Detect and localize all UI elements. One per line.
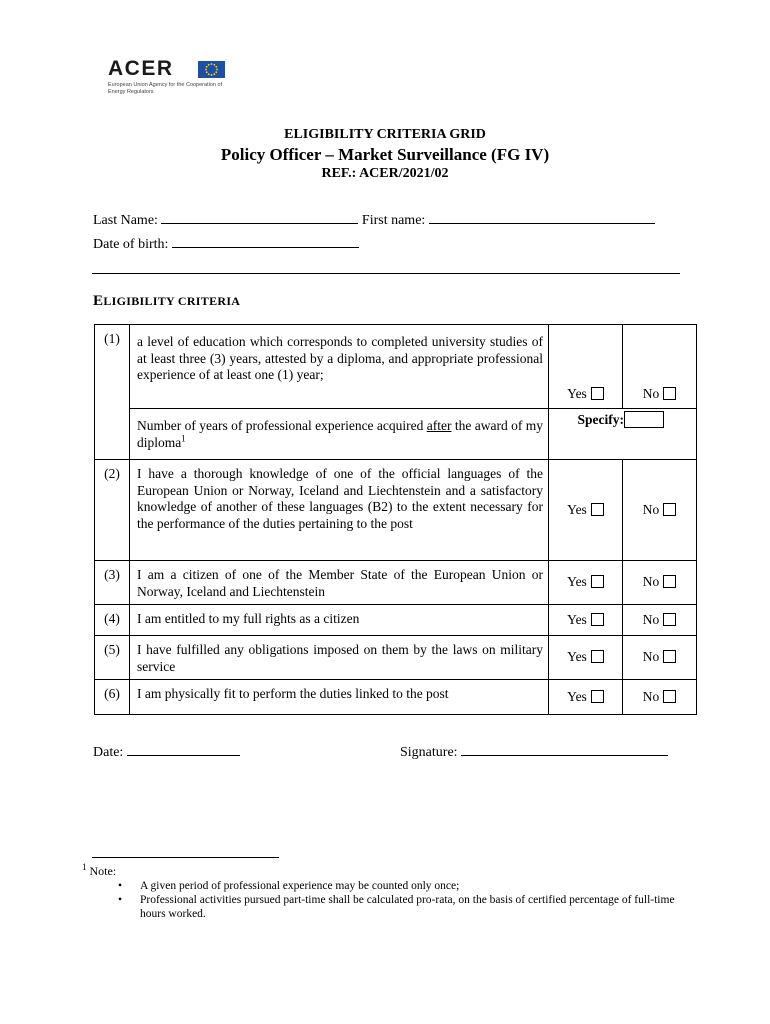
no-checkbox[interactable] xyxy=(663,690,676,703)
eu-flag-icon xyxy=(198,61,225,78)
criteria-table xyxy=(94,324,697,715)
yes-checkbox[interactable] xyxy=(591,613,604,626)
footnote-head: $^1$ Note: xyxy=(82,862,117,878)
last-name-field[interactable] xyxy=(161,211,358,224)
logo-subtitle: European Union Agency for the Cooperation of Energy Regulators xyxy=(108,82,223,95)
no-cell: No xyxy=(623,561,697,605)
dob-label: Date of birth: xyxy=(93,237,169,252)
dob-row xyxy=(93,235,359,253)
specify-label: Specify: xyxy=(577,412,624,427)
no-checkbox[interactable] xyxy=(663,387,676,400)
yes-cell: Yes xyxy=(549,680,623,715)
signature-row xyxy=(400,743,668,761)
name-fields xyxy=(93,211,655,229)
grid-title: ELIGIBILITY CRITERIA GRID xyxy=(284,127,486,142)
logo-wordmark: ACER xyxy=(108,57,174,80)
reference-number: REF.: ACER/2021/02 xyxy=(321,166,449,181)
signature-label: Signature: xyxy=(400,745,458,760)
footnote-divider xyxy=(92,857,279,858)
table-row xyxy=(95,605,697,636)
yes-checkbox[interactable] xyxy=(591,575,604,588)
criterion-text: a level of education which corresponds to completed university studies of at least three (3) years, attested by a diploma, and appropriate professional experience of at least one (1) year; xyxy=(130,325,549,409)
experience-text: Number of years of professional experience acquired after the award of my diploma$^1$ xyxy=(130,409,549,460)
yes-checkbox[interactable] xyxy=(591,690,604,703)
criterion-number: (1) xyxy=(95,325,130,460)
yes-cell: Yes xyxy=(549,636,623,680)
criterion-number: (2) xyxy=(95,460,130,561)
first-name-label: First name: xyxy=(361,213,426,228)
no-checkbox[interactable] xyxy=(663,575,676,588)
yes-checkbox[interactable] xyxy=(591,387,604,400)
no-cell: No xyxy=(623,460,697,561)
date-row xyxy=(93,743,240,761)
acer-logo xyxy=(108,58,233,100)
no-cell: No xyxy=(623,605,697,636)
table-row xyxy=(95,409,697,460)
specify-input[interactable] xyxy=(624,411,664,428)
criterion-text: I am physically fit to perform the duties linked to the post xyxy=(130,680,549,715)
first-name-field[interactable] xyxy=(429,211,655,224)
yes-cell: Yes xyxy=(549,561,623,605)
criterion-text: I have fulfilled any obligations imposed on them by the laws on military service xyxy=(130,636,549,680)
table-row xyxy=(95,460,697,561)
criterion-number: (4) xyxy=(95,605,130,636)
table-row xyxy=(95,680,697,715)
yes-cell: Yes xyxy=(549,325,623,409)
no-checkbox[interactable] xyxy=(663,503,676,516)
no-cell: No xyxy=(623,636,697,680)
criterion-text: I am a citizen of one of the Member State of the European Union or Norway, Iceland and Liechtenstein xyxy=(130,561,549,605)
dob-field[interactable] xyxy=(172,235,359,248)
criterion-text: I have a thorough knowledge of one of the official languages of the European Union or Norway, Iceland and Liechtenstein and a satisfactory knowledge of another of these languages (B2) to the extent necessary for the performance of the duties pertaining to the post xyxy=(130,460,549,561)
table-row xyxy=(95,325,697,409)
table-row xyxy=(95,561,697,605)
date-label: Date: xyxy=(93,745,124,760)
no-cell: No xyxy=(623,680,697,715)
table-row xyxy=(95,636,697,680)
yes-cell: Yes xyxy=(549,460,623,561)
divider xyxy=(92,273,680,274)
footnote-list xyxy=(112,879,692,921)
no-checkbox[interactable] xyxy=(663,650,676,663)
signature-field[interactable] xyxy=(461,743,668,756)
list-item: • Professional activities pursued part-time shall be calculated pro-rata, on the basis of certified percentage of full-time hours worked. xyxy=(112,893,692,921)
criterion-number: (6) xyxy=(95,680,130,715)
criterion-number: (3) xyxy=(95,561,130,605)
no-checkbox[interactable] xyxy=(663,613,676,626)
yes-cell: Yes xyxy=(549,605,623,636)
position-title: Policy Officer – Market Surveillance (FG IV) xyxy=(220,145,550,164)
list-item: • A given period of professional experience may be counted only once; xyxy=(112,879,692,893)
last-name-label: Last Name: xyxy=(93,213,158,228)
no-cell: No xyxy=(623,325,697,409)
yes-checkbox[interactable] xyxy=(591,650,604,663)
criterion-text: I am entitled to my full rights as a citizen xyxy=(130,605,549,636)
date-field[interactable] xyxy=(127,743,240,756)
section-title: ELIGIBILITY CRITERIA xyxy=(93,293,241,309)
criterion-number: (5) xyxy=(95,636,130,680)
specify-cell xyxy=(549,409,697,460)
yes-checkbox[interactable] xyxy=(591,503,604,516)
